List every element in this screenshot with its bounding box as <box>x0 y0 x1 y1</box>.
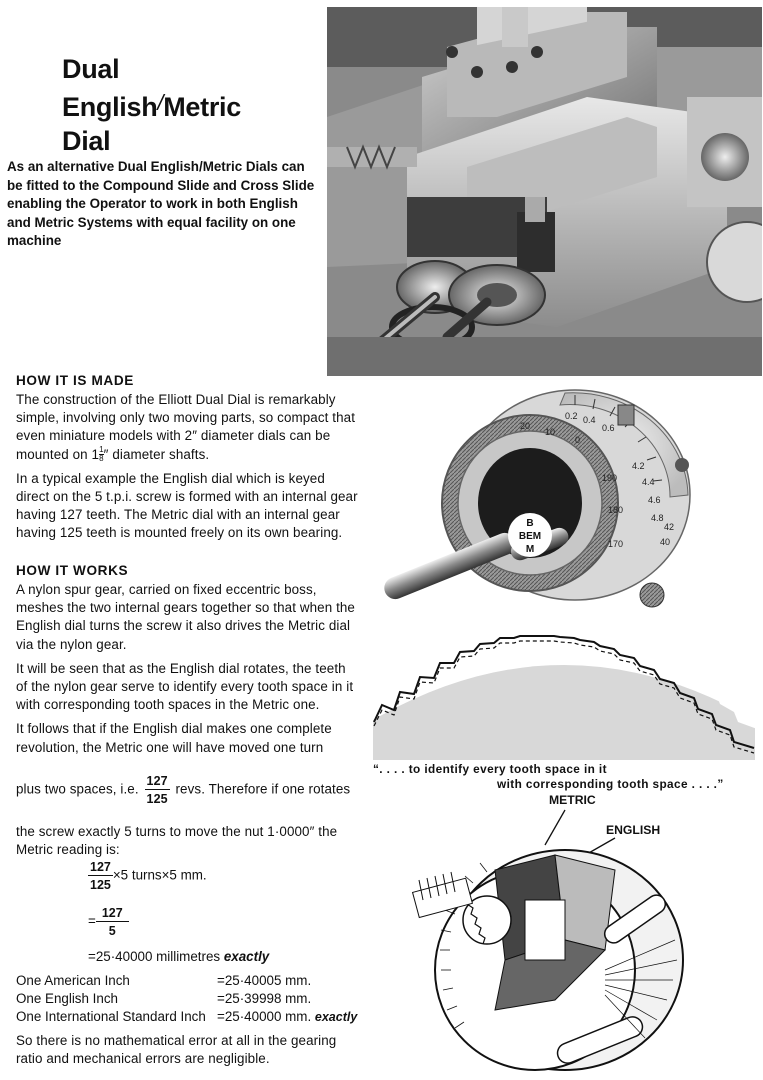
unit-row: One English Inch =25·39998 mm. <box>16 991 312 1006</box>
calc-fraction-2: $\frac{127}{5}$ <box>96 906 129 938</box>
cutaway-illustration <box>405 800 705 1075</box>
logo-letter: B <box>526 518 534 529</box>
title-line-1: Dual <box>62 54 120 84</box>
dial-number: 0.2 <box>565 411 578 421</box>
quote-line-2: with corresponding tooth space . . . .” <box>497 777 724 791</box>
gear-mesh-illustration <box>368 630 760 760</box>
quote-line-1: “. . . . to identify every tooth space in it <box>373 762 607 776</box>
dial-number: 4.6 <box>648 495 661 505</box>
how-works-body <box>16 581 360 757</box>
metric-label: METRIC <box>549 793 596 807</box>
how-made-heading: HOW IT IS MADE <box>16 373 134 388</box>
fraction-127-125: $\frac{127}{125}$ <box>146 774 168 806</box>
dial-number: 40 <box>660 537 671 547</box>
dial-number: 0.4 <box>583 415 596 425</box>
how-made-paragraph-1: The construction of the Elliott Dual Dial is remarkably simple, involving only two moving parts, so compact that even miniature models with 2″ diameter dials can be mounted on 1 $\frac{1}{8}$ ″ diameter shafts. <box>16 392 356 463</box>
title-line-2: English/Metric <box>62 90 241 122</box>
how-works-paragraph-2: It will be seen that as the English dial rotates, the teeth of the nylon gear serve to identify every tooth space in it with corresponding tooth spaces in the Metric one. <box>16 660 354 713</box>
logo-letter: M <box>525 544 535 555</box>
dial-number: 180 <box>608 505 624 515</box>
dial-number: 10 <box>545 427 556 437</box>
dial-number: 170 <box>608 539 624 549</box>
dial-number: 20 <box>520 421 531 431</box>
calc-line-2: = $\frac{127}{5}$ <box>88 906 129 938</box>
unit-row: One American Inch =25·40005 mm. <box>16 973 312 988</box>
dial-number: 4.4 <box>642 477 655 487</box>
dual-dial-photo <box>370 385 700 625</box>
dial-number: 0 <box>575 435 581 445</box>
metric-leader-line <box>545 810 565 845</box>
how-made-paragraph-2: In a typical example the English dial which is keyed direct on the 5 t.p.i. screw is formed with an internal gear having 127 teeth. The Metric dial with an internal gear having 125 teeth is mounted freely on its own bearing. <box>16 470 358 541</box>
how-works-heading: HOW IT WORKS <box>16 563 129 578</box>
cutaway-assembly-drawing <box>405 800 705 1075</box>
english-label: ENGLISH <box>606 823 661 837</box>
how-works-paragraph-1: A nylon spur gear, carried on fixed eccentric boss, meshes the two internal gears together so that when the English dial turns the screw it also drives the Metric dial via the nylon gear. <box>16 582 355 652</box>
how-works-paragraph-3b: plus two spaces, i.e. $\frac{127}{125}$ revs. Therefore if one rotates <box>16 774 351 806</box>
page-title <box>62 52 241 158</box>
how-made-body <box>16 391 360 549</box>
dial-number: 0.6 <box>602 423 615 433</box>
how-works-paragraph-3: It follows that if the English dial makes one complete revolution, the Metric one will have moved one turn <box>16 721 332 755</box>
lathe-illustration <box>327 7 762 376</box>
calc-fraction-1: $\frac{127}{125}$ <box>90 860 111 892</box>
intro-paragraph: As an alternative Dual English/Metric Dials can be fitted to the Compound Slide and Cross Slide enabling the Operator to work in both English and Metric Systems with equal facility on one machine <box>7 159 315 248</box>
unit-row: One International Standard Inch =25·40000 mm. exactly <box>16 1009 358 1024</box>
dial-number: 190 <box>602 473 618 483</box>
closing-paragraph: So there is no mathematical error at all in the gearing ratio and mechanical errors are negligible. <box>16 1033 337 1067</box>
gear-teeth-diagram <box>368 630 760 760</box>
logo-letter: BEM <box>518 531 542 542</box>
title-line-3: Dial <box>62 126 111 156</box>
fraction-one-eighth: $\frac{1}{8}$ <box>99 444 104 463</box>
dial-number: 4.2 <box>632 461 645 471</box>
calc-line-3: =25·40000 millimetres exactly <box>88 949 270 964</box>
dial-number: 42 <box>664 522 675 532</box>
calc-line-1: $\frac{127}{125}$ ×5 turns×5 mm. <box>90 860 207 892</box>
how-works-paragraph-4: the screw exactly 5 turns to move the nut 1·0000″ the Metric reading is: <box>16 824 338 858</box>
dual-dial-illustration <box>370 385 700 625</box>
lathe-photo <box>327 7 762 376</box>
dial-number: 4.8 <box>651 513 664 523</box>
